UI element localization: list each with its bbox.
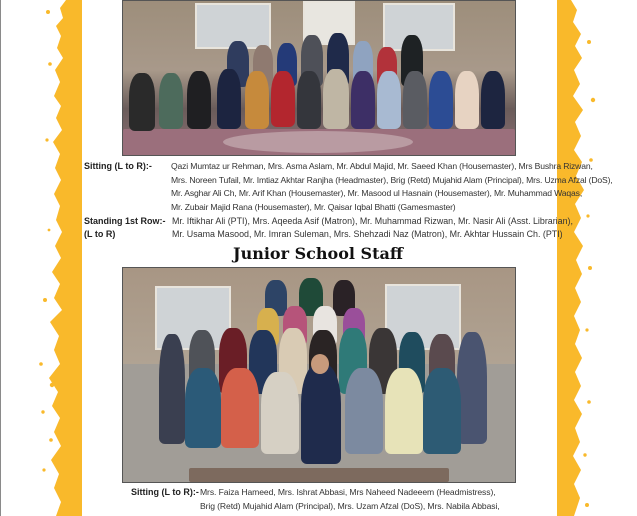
senior-school-staff-photo	[122, 0, 516, 156]
junior-school-staff-title: Junior School Staff	[233, 244, 403, 263]
caption-line: Mr. Usama Masood, Mr. Imran Suleman, Mrs. Shehzadi Naz (Matron), Mr. Akhtar Hussain Ch. (PTI)	[172, 229, 563, 239]
photo-carpet	[223, 131, 413, 153]
seated-person	[377, 71, 401, 129]
seated-person	[345, 368, 383, 454]
seated-person	[185, 368, 221, 448]
seated-person	[403, 71, 427, 129]
caption-line: Brig (Retd) Mujahid Alam (Principal), Mrs. Uzam Afzal (DoS), Mrs. Nabila Abbasi,	[200, 500, 500, 511]
seated-person	[351, 71, 375, 129]
seated-person	[129, 73, 155, 131]
page-edge	[0, 0, 1, 516]
caption-line: Mr. Iftikhar Ali (PTI), Mrs. Aqeeda Asif (Matron), Mr. Muhammad Rizwan, Mr. Nasir Ali (Asst. Librarian),	[172, 216, 573, 226]
seated-person	[385, 368, 423, 454]
seated-person	[301, 364, 341, 464]
senior-sitting-label: Sitting (L to R):-	[84, 161, 152, 171]
caption-line: Mr. Asghar Ali Ch, Mr. Arif Khan (Housemaster), Mr. Masood ul Hasnain (Housemaster), Mr. Muhammad Waqas,	[171, 188, 583, 198]
junior-sitting-caption	[131, 486, 531, 516]
senior-standing-names	[172, 215, 573, 241]
caption-line: Mrs. Faiza Hameed, Mrs. Ishrat Abbasi, Mrs Naheed Nadeeem (Headmistress),	[200, 487, 496, 497]
senior-standing-caption	[84, 215, 573, 245]
junior-sitting-label: Sitting (L to R):-	[131, 487, 199, 497]
seated-person	[455, 71, 479, 129]
junior-school-staff-photo	[122, 267, 516, 483]
seated-person	[217, 69, 241, 129]
junior-sitting-names	[200, 486, 500, 513]
senior-sitting-names	[171, 160, 613, 214]
seated-person	[271, 71, 295, 127]
left-decorative-border	[30, 0, 82, 516]
seated-person	[481, 71, 505, 129]
photo-carpet	[189, 468, 449, 482]
standing-label-line: (L to R)	[84, 229, 116, 239]
seated-person	[261, 372, 299, 454]
seated-person	[423, 368, 461, 454]
senior-sitting-caption	[84, 160, 613, 216]
seated-person	[221, 368, 259, 448]
caption-line: Qazi Mumtaz ur Rehman, Mrs. Asma Aslam, Mr. Abdul Majid, Mr. Saeed Khan (Housemaster), Mrs Bushra Rizwan,	[171, 161, 593, 171]
caption-line: Mr. Zubair Majid Rana (Housemaster), Mr. Qaisar Iqbal Bhatti (Gamesmaster)	[171, 201, 456, 212]
standing-label-line: Standing 1st Row:-	[84, 216, 166, 226]
person-head	[311, 354, 329, 374]
standing-person	[457, 332, 487, 444]
seated-person	[323, 69, 349, 129]
seated-person	[429, 71, 453, 129]
seated-person	[297, 71, 321, 129]
right-decorative-border	[555, 0, 607, 516]
senior-standing-label	[84, 215, 166, 241]
seated-person	[159, 73, 183, 129]
caption-line: Mrs. Noreen Tufail, Mr. Imtiaz Akhtar Ranjha (Headmaster), Brig (Retd) Mujahid Alam (Principal), Mrs. Uzma Afzal (DoS),	[171, 174, 613, 185]
seated-person	[187, 71, 211, 129]
standing-person	[159, 334, 185, 444]
seated-person	[245, 71, 269, 129]
